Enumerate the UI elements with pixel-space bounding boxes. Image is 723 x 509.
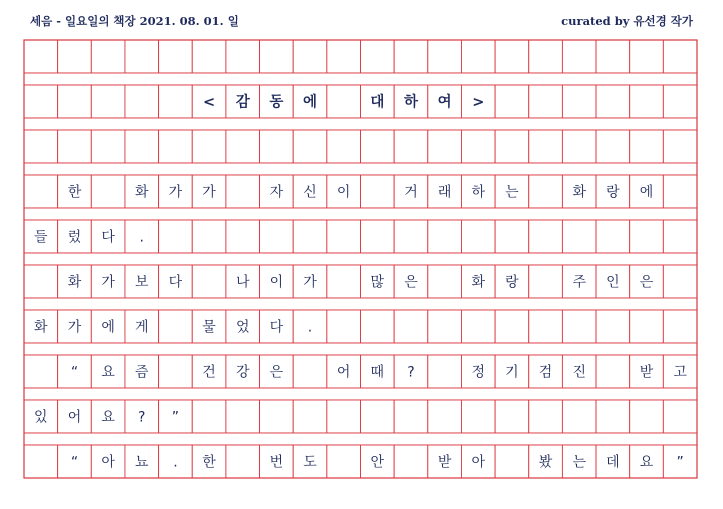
grid-cell bbox=[125, 40, 159, 73]
grid-cell bbox=[495, 85, 529, 118]
grid-cell bbox=[91, 40, 125, 73]
manuscript-char: 는 bbox=[505, 184, 519, 201]
grid-cell bbox=[596, 220, 630, 253]
manuscript-char: 은 bbox=[639, 274, 654, 291]
grid-cell bbox=[260, 400, 294, 433]
manuscript-char: 여 bbox=[437, 94, 452, 111]
manuscript-char: 어 bbox=[67, 409, 82, 426]
manuscript-char: 물 bbox=[202, 319, 216, 336]
manuscript-char: 랑 bbox=[606, 184, 620, 201]
grid-cell bbox=[394, 220, 428, 253]
manuscript-char: 도 bbox=[303, 454, 317, 471]
grid-cell bbox=[24, 355, 58, 388]
manuscript-char: “ bbox=[70, 364, 79, 381]
grid-cell bbox=[428, 40, 462, 73]
grid-cell bbox=[428, 130, 462, 163]
manuscript-char: 렀 bbox=[67, 229, 82, 246]
manuscript-char: 래 bbox=[437, 184, 452, 201]
grid-cell bbox=[327, 400, 361, 433]
grid-cell bbox=[361, 130, 395, 163]
manuscript-char: 봤 bbox=[538, 454, 553, 471]
manuscript-char: 뇨 bbox=[135, 454, 149, 471]
grid-cell bbox=[293, 355, 327, 388]
manuscript-char: 요 bbox=[101, 409, 115, 426]
manuscript-char: . bbox=[173, 454, 178, 471]
grid-cell bbox=[226, 220, 260, 253]
manuscript-char: 은 bbox=[404, 274, 418, 291]
manuscript-char: 받 bbox=[437, 454, 452, 471]
grid-cell bbox=[24, 40, 58, 73]
row-gap bbox=[24, 253, 697, 265]
manuscript-char: 거 bbox=[404, 184, 418, 201]
row-gap bbox=[24, 433, 697, 445]
grid-cell bbox=[562, 40, 596, 73]
grid-cell bbox=[192, 40, 226, 73]
grid-cell bbox=[663, 220, 697, 253]
grid-cell bbox=[663, 175, 697, 208]
row-gap bbox=[24, 298, 697, 310]
manuscript-char: 가 bbox=[101, 274, 115, 291]
manuscript-char: 랑 bbox=[505, 274, 519, 291]
grid-cell bbox=[495, 220, 529, 253]
grid-cell bbox=[428, 220, 462, 253]
manuscript-char: 고 bbox=[673, 364, 687, 381]
row-gap bbox=[24, 73, 697, 85]
manuscript-char: 안 bbox=[370, 454, 385, 471]
grid-cell bbox=[428, 355, 462, 388]
manuscript-char: 하 bbox=[471, 184, 486, 201]
grid-cell bbox=[461, 310, 495, 343]
grid-cell bbox=[226, 445, 260, 478]
grid-cell bbox=[428, 265, 462, 298]
grid-cell bbox=[260, 130, 294, 163]
manuscript-char: 은 bbox=[269, 364, 284, 381]
manuscript-char: 나 bbox=[235, 274, 250, 291]
grid-cell bbox=[596, 400, 630, 433]
manuscript-char: < bbox=[202, 94, 216, 111]
manuscript-char: 화 bbox=[34, 319, 48, 336]
grid-cell bbox=[91, 85, 125, 118]
grid-cell bbox=[24, 85, 58, 118]
row-gap bbox=[24, 208, 697, 220]
manuscript-char: 다 bbox=[168, 274, 183, 291]
manuscript-char: 화 bbox=[572, 184, 586, 201]
manuscript-char: ? bbox=[407, 364, 415, 381]
manuscript-char: > bbox=[472, 94, 485, 111]
grid-cell bbox=[226, 400, 260, 433]
grid-cell bbox=[596, 85, 630, 118]
grid-cell bbox=[495, 310, 529, 343]
grid-cell bbox=[428, 400, 462, 433]
manuscript-char: 게 bbox=[135, 319, 149, 336]
manuscript-char: 검 bbox=[538, 364, 553, 381]
grid-cell bbox=[226, 130, 260, 163]
grid-cell bbox=[596, 310, 630, 343]
grid-cell bbox=[361, 310, 395, 343]
manuscript-char: . bbox=[307, 319, 313, 336]
grid-cell bbox=[630, 400, 664, 433]
grid-cell bbox=[529, 130, 563, 163]
grid-cell bbox=[125, 130, 159, 163]
manuscript-char: 동 bbox=[269, 94, 284, 111]
grid-cell bbox=[663, 40, 697, 73]
manuscript-char: 있 bbox=[34, 409, 48, 426]
grid-cell bbox=[394, 40, 428, 73]
manuscript-char: 많 bbox=[370, 274, 385, 291]
row-gap bbox=[24, 163, 697, 175]
manuscript-char: 즘 bbox=[135, 364, 149, 381]
manuscript-char: 받 bbox=[639, 364, 654, 381]
grid-cell bbox=[394, 310, 428, 343]
grid-cell bbox=[663, 85, 697, 118]
grid-cell bbox=[260, 220, 294, 253]
grid-cell bbox=[663, 400, 697, 433]
grid-cell bbox=[293, 220, 327, 253]
grid-cell bbox=[630, 85, 664, 118]
manuscript-char: 한 bbox=[202, 454, 216, 471]
manuscript-char: 데 bbox=[606, 454, 620, 471]
manuscript-char: 대 bbox=[370, 94, 385, 111]
grid-cell bbox=[663, 265, 697, 298]
manuscript-char: 때 bbox=[370, 364, 385, 381]
manuscript-char: 한 bbox=[67, 184, 82, 201]
manuscript-char: 이 bbox=[269, 274, 284, 291]
grid-cell bbox=[159, 310, 193, 343]
row-gap bbox=[24, 343, 697, 355]
grid-cell bbox=[361, 220, 395, 253]
grid-cell bbox=[663, 310, 697, 343]
grid-cell bbox=[562, 220, 596, 253]
grid-cell bbox=[327, 445, 361, 478]
manuscript-char: 가 bbox=[202, 184, 216, 201]
manuscript-char: 화 bbox=[135, 184, 149, 201]
grid-cell bbox=[58, 40, 92, 73]
manuscript-char: 기 bbox=[505, 364, 519, 381]
manuscript-char: 요 bbox=[639, 454, 654, 471]
manuscript-char: 다 bbox=[101, 229, 115, 246]
grid-cell bbox=[226, 175, 260, 208]
grid-cell bbox=[327, 130, 361, 163]
manuscript-char: 신 bbox=[303, 184, 317, 201]
manuscript-char: . bbox=[139, 229, 145, 246]
manuscript-char: 인 bbox=[606, 274, 620, 291]
manuscript-char: “ bbox=[70, 454, 79, 471]
header-curator: curated by 유선경 작가 bbox=[561, 14, 693, 28]
header-date-title: 세음 - 일요일의 책장 2021. 08. 01. 일 bbox=[30, 14, 239, 28]
grid-cell bbox=[394, 400, 428, 433]
grid-cell bbox=[630, 220, 664, 253]
manuscript-char: 이 bbox=[336, 184, 351, 201]
grid-cell bbox=[159, 355, 193, 388]
grid-cell bbox=[327, 40, 361, 73]
manuscript-char: 요 bbox=[101, 364, 115, 381]
grid-cell bbox=[596, 40, 630, 73]
manuscript-char: 었 bbox=[235, 319, 250, 336]
grid-cell bbox=[24, 445, 58, 478]
manuscript-char: 에 bbox=[101, 319, 115, 336]
grid-cell bbox=[24, 265, 58, 298]
grid-cell bbox=[562, 310, 596, 343]
manuscript-char: 가 bbox=[67, 319, 82, 336]
manuscript-char: ? bbox=[138, 409, 146, 426]
grid-cell bbox=[596, 355, 630, 388]
manuscript-char: 화 bbox=[471, 274, 486, 291]
manuscript-char: ” bbox=[676, 454, 684, 471]
manuscript-char: 정 bbox=[471, 364, 486, 381]
grid-cell bbox=[562, 85, 596, 118]
grid-cell bbox=[293, 400, 327, 433]
manuscript-char: 하 bbox=[403, 94, 418, 111]
grid-cell bbox=[327, 310, 361, 343]
grid-cell bbox=[461, 220, 495, 253]
manuscript-char: 진 bbox=[572, 364, 586, 381]
row-gap bbox=[24, 388, 697, 400]
manuscript-char: 어 bbox=[336, 364, 351, 381]
manuscript-char: 강 bbox=[235, 364, 250, 381]
grid-cell bbox=[630, 130, 664, 163]
manuscript-char: ” bbox=[171, 409, 180, 426]
grid-cell bbox=[461, 400, 495, 433]
manuscript-char: 에 bbox=[639, 184, 654, 201]
grid-cell bbox=[293, 40, 327, 73]
grid-cell bbox=[361, 175, 395, 208]
row-gap bbox=[24, 118, 697, 130]
grid-cell bbox=[91, 175, 125, 208]
grid-cell bbox=[192, 130, 226, 163]
grid-cell bbox=[529, 175, 563, 208]
grid-cell bbox=[529, 265, 563, 298]
grid-cell bbox=[495, 400, 529, 433]
grid-cell bbox=[596, 130, 630, 163]
grid-cell bbox=[24, 175, 58, 208]
grid-cell bbox=[529, 220, 563, 253]
manuscript-char: 다 bbox=[269, 319, 284, 336]
manuscript-char: 에 bbox=[303, 94, 318, 111]
manuscript-char: 자 bbox=[269, 184, 284, 201]
grid-cell bbox=[58, 130, 92, 163]
grid-cell bbox=[192, 265, 226, 298]
manuscript-char: 건 bbox=[202, 364, 216, 381]
manuscript-char: 가 bbox=[303, 274, 317, 291]
grid-cell bbox=[192, 400, 226, 433]
grid-cell bbox=[159, 85, 193, 118]
grid-cell bbox=[461, 40, 495, 73]
grid-cell bbox=[327, 85, 361, 118]
grid-cell bbox=[125, 85, 159, 118]
grid-cell bbox=[394, 130, 428, 163]
grid-cell bbox=[495, 40, 529, 73]
manuscript-char: 감 bbox=[235, 94, 250, 111]
grid-cell bbox=[394, 445, 428, 478]
grid-cell bbox=[529, 85, 563, 118]
grid-cell bbox=[529, 400, 563, 433]
grid-cell bbox=[562, 130, 596, 163]
grid-cell bbox=[361, 400, 395, 433]
grid-cell bbox=[630, 310, 664, 343]
manuscript-char: 아 bbox=[101, 454, 115, 471]
grid-cell bbox=[293, 130, 327, 163]
grid-cell bbox=[495, 445, 529, 478]
grid-cell bbox=[361, 40, 395, 73]
grid-cell bbox=[461, 130, 495, 163]
grid-cell bbox=[428, 310, 462, 343]
manuscript-char: 화 bbox=[67, 274, 82, 291]
grid-cell bbox=[260, 40, 294, 73]
grid-cell bbox=[91, 130, 125, 163]
grid-cell bbox=[327, 220, 361, 253]
grid-cell bbox=[529, 40, 563, 73]
grid-cell bbox=[58, 85, 92, 118]
grid-cell bbox=[24, 130, 58, 163]
grid-cell bbox=[226, 40, 260, 73]
grid-cell bbox=[529, 310, 563, 343]
grid-cell bbox=[159, 220, 193, 253]
manuscript-char: 주 bbox=[572, 274, 586, 291]
manuscript-char: 번 bbox=[269, 454, 284, 471]
manuscript-char: 아 bbox=[471, 454, 486, 471]
grid-cell bbox=[327, 265, 361, 298]
manuscript-char: 보 bbox=[135, 274, 149, 291]
grid-cell bbox=[630, 40, 664, 73]
grid-cell bbox=[663, 130, 697, 163]
manuscript-char: 들 bbox=[34, 229, 48, 246]
manuscript-char: 가 bbox=[168, 184, 183, 201]
grid-cell bbox=[159, 40, 193, 73]
grid-cell bbox=[495, 130, 529, 163]
manuscript-char: 는 bbox=[572, 454, 586, 471]
grid-cell bbox=[192, 220, 226, 253]
grid-cell bbox=[159, 130, 193, 163]
grid-cell bbox=[562, 400, 596, 433]
